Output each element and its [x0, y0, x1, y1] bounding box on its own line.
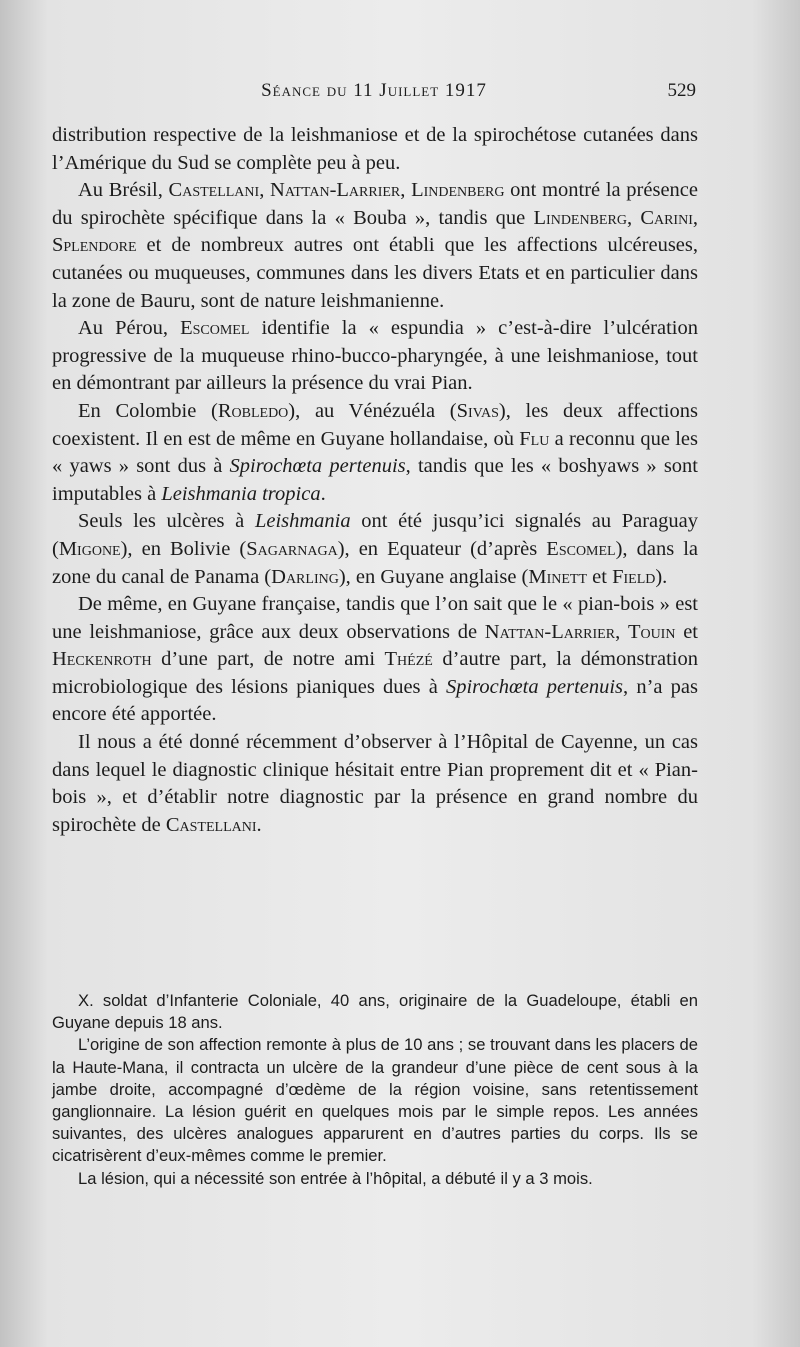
main-text [52, 122, 698, 839]
author-name: Touin [627, 620, 676, 643]
text-run: , n’a pas encore été apportée. [52, 675, 698, 726]
observation-paragraph-3: La lésion, qui a nécessité son entrée à l’hôpital, a débuté il y a 3 mois. [78, 1168, 593, 1188]
species-name: Spirochœta pertenuis [229, 455, 406, 478]
text-run: identifie la « espundia » c’est-à-dire l’ulcération progressive de la muqueuse rhino-bucco-pharyngée, à une leishmaniose, tout en démontrant par ailleurs la présence du vrai Pian. [52, 317, 698, 395]
paragraph-7 [52, 729, 698, 839]
author-name: Sagarnaga [246, 537, 338, 560]
text-run: ), en Equateur (d’après [337, 537, 547, 560]
paragraph-1: distribution respective de la leishmaniose et de la spirochétose cutanées dans l’Amérique du Sud se complète peu à peu. [52, 124, 698, 174]
species-name: Leishmania tropica [161, 482, 321, 505]
paragraph-6 [52, 591, 698, 729]
page-number: 529 [667, 80, 696, 101]
author-name: Escomel [546, 537, 616, 560]
text-run: Il nous a été donné récemment d’observer à l’Hôpital de Cayenne, un cas dans lequel le diagnostic clinique hésitait entre Pian proprement dit et « Pian-bois », et d’établir notre diagnostic par la présence en grand nombre du spirochète de [52, 731, 698, 836]
text-run: , [615, 620, 628, 643]
author-name: Splendore [52, 234, 137, 257]
text-run: , [400, 179, 412, 202]
author-name: Lindenberg [533, 206, 627, 229]
paragraph-5 [52, 508, 698, 591]
author-name: Robledo [217, 399, 289, 422]
text-run: ont montré la présence du spirochète spécifique dans la « Bouba », tandis que [52, 179, 698, 229]
author-name: Minett [528, 565, 588, 588]
observation-paragraph-2: L’origine de son affection remonte à plus de 10 ans ; se trouvant dans les placers de la Haute-Mana, il contracta un ulcère de la grandeur d’une pièce de cent sous à la jambe droite, accompagné d’œdème de la région voisine, sans retentissement ganglionnaire. La lésion guérit en quelques mois par le simple repos. Les années suivantes, des ulcères analogues apparurent en d’autres parties du corps. Ils se cicatrisèrent d’eux-mêmes comme le premier. [52, 1035, 698, 1166]
running-head: Séance du 11 Juillet 1917 [261, 80, 487, 101]
author-name: Field [612, 565, 656, 588]
paragraph-2 [52, 177, 698, 315]
text-run: , [259, 179, 271, 202]
author-name: Migone [58, 537, 121, 560]
text-run: , [626, 206, 641, 229]
text-run: Au Pérou, [78, 317, 181, 340]
text-run: Seuls les ulcères à [78, 510, 255, 533]
page-header [52, 80, 696, 108]
text-run: ). [655, 565, 668, 588]
clinical-observation [52, 990, 698, 1190]
text-run: et de nombreux autres ont établi que les affections ulcéreuses, cutanées ou muqueuses, communes dans les divers Etats et en particulier dans la zone de Bauru, sont de nature leishmanienne. [52, 234, 698, 312]
author-name: Flu [519, 427, 550, 450]
author-name: Escomel [180, 317, 250, 340]
author-name: Carini [640, 206, 693, 229]
text-run: ), au Vénézuéla ( [288, 399, 457, 422]
text-run: Au Brésil, [78, 179, 169, 202]
observation-paragraph-1: X. soldat d’Infanterie Coloniale, 40 ans, originaire de la Guadeloupe, établi en Guyane depuis 18 ans. [52, 991, 698, 1033]
author-name: Castellani [165, 813, 257, 836]
text-run: ), dans la zone du canal de Panama ( [52, 537, 698, 588]
text-run: . [256, 813, 262, 836]
author-name: Nattan-Larrier [484, 620, 616, 643]
text-run: De même, en Guyane française, tandis que l’on sait que le « pian-bois » est une leishmaniose, grâce aux deux observations de [52, 593, 698, 643]
text-run: , [692, 206, 698, 229]
text-run: , tandis que les « boshyaws » sont imputables à [52, 455, 698, 505]
text-run: d’autre part, la démonstration microbiologique des lésions pianiques dues à [52, 648, 698, 698]
author-name: Heckenroth [52, 648, 152, 671]
author-name: Nattan-Larrier [270, 179, 401, 202]
author-name: Lindenberg [411, 179, 505, 202]
author-name: Darling [271, 565, 339, 588]
text-run: et [675, 620, 698, 643]
paragraph-3 [52, 315, 698, 398]
paragraph-4 [52, 398, 698, 508]
species-name: Leishmania [254, 510, 351, 533]
text-run: ont été jusqu’ici signalés au Paraguay ( [52, 510, 699, 560]
text-run: et [587, 565, 613, 588]
text-run: d’une part, de notre ami [151, 648, 385, 671]
text-run: En Colombie ( [78, 399, 218, 422]
text-run: . [320, 482, 326, 505]
species-name: Spirochœta pertenuis [445, 675, 624, 698]
text-run: a reconnu que les « yaws » sont dus à [52, 427, 699, 478]
author-name: Castellani [168, 179, 260, 202]
author-name: Thézé [384, 648, 433, 671]
text-run: ), en Guyane anglaise ( [338, 565, 529, 588]
text-run: ), les deux affections coexistent. Il en est de même en Guyane hollandaise, où [52, 399, 698, 450]
author-name: Sivas [456, 399, 499, 422]
text-run: ), en Bolivie ( [120, 537, 247, 560]
